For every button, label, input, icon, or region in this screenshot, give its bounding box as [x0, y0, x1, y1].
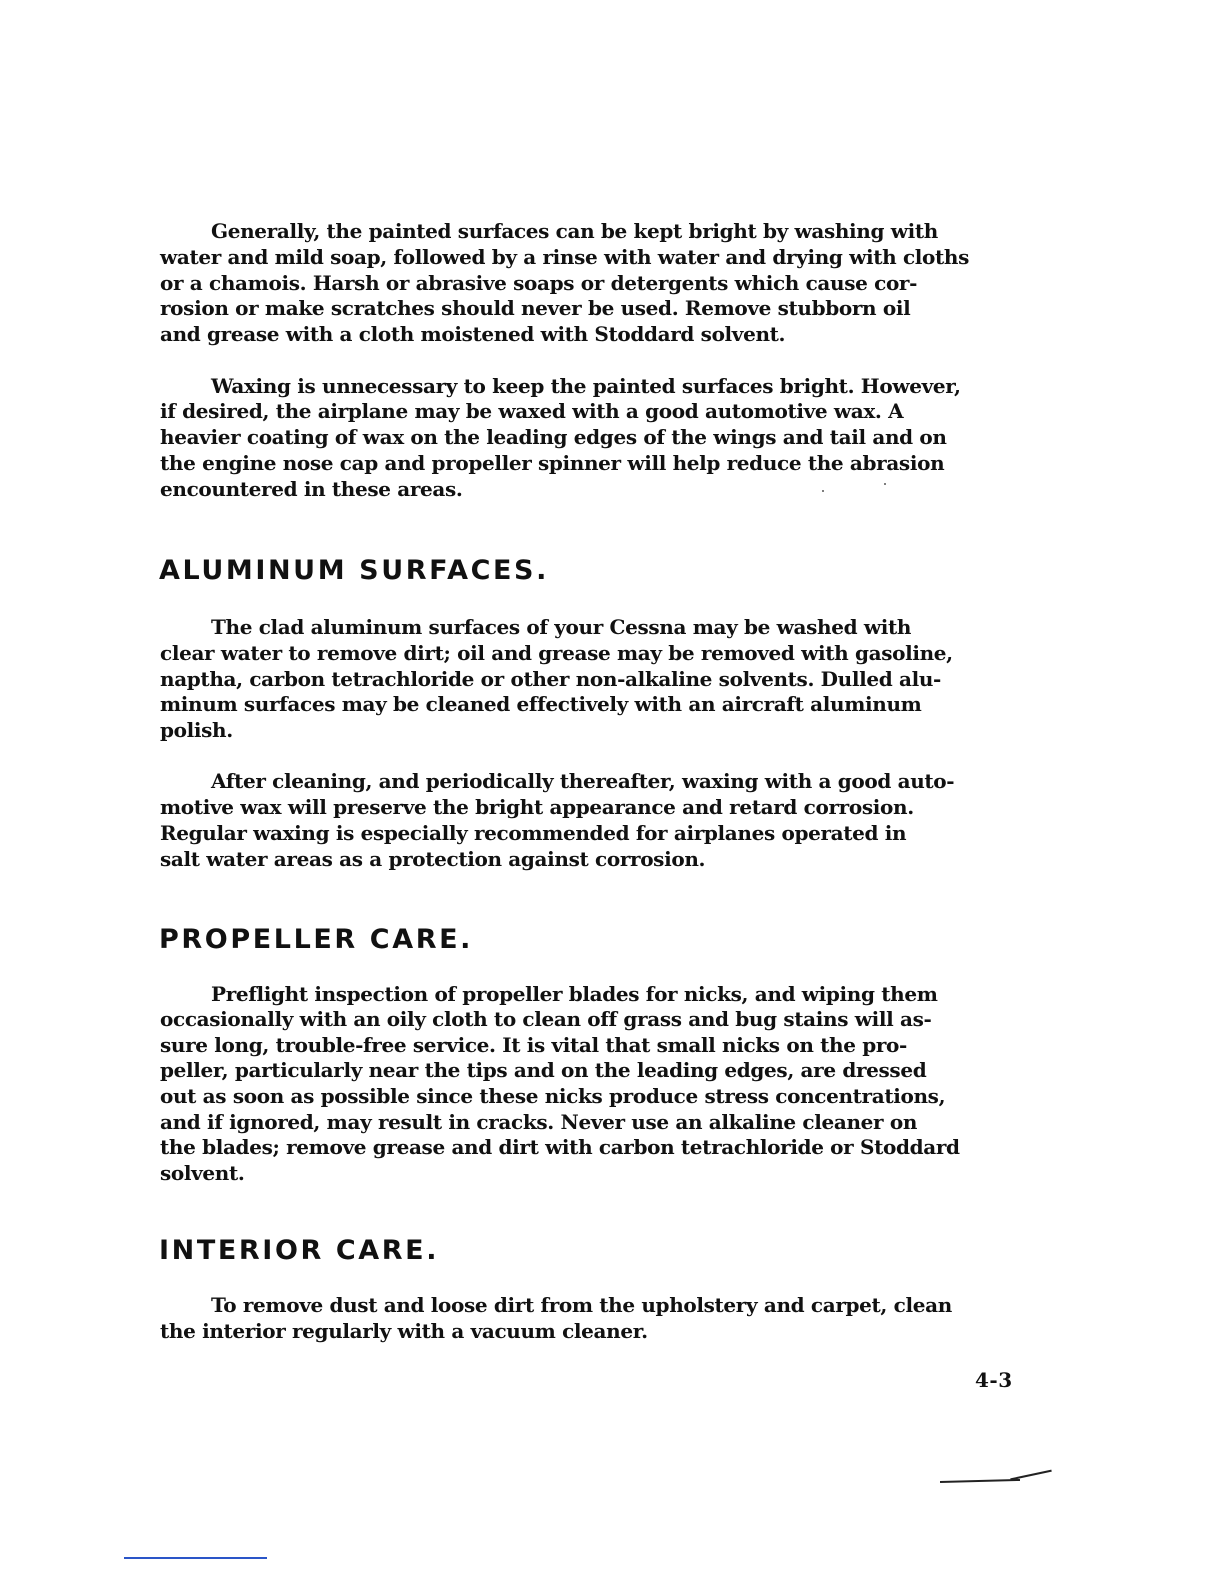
- text-line: heavier coating of wax on the leading edges of the wings and tail and on: [160, 425, 947, 449]
- text-line: naptha, carbon tetrachloride or other non-alkaline solvents. Dulled alu-: [160, 667, 941, 691]
- text-line: rosion or make scratches should never be used. Remove stubborn oil: [160, 296, 911, 320]
- text-line: polish.: [160, 718, 233, 742]
- text-line: and grease with a cloth moistened with Stoddard solvent.: [160, 322, 786, 346]
- text-line: sure long, trouble-free service. It is vital that small nicks on the pro-: [160, 1033, 907, 1057]
- text-line: or a chamois. Harsh or abrasive soaps or detergents which cause cor-: [160, 271, 918, 295]
- text-line: the blades; remove grease and dirt with carbon tetrachloride or Stoddard: [160, 1135, 960, 1159]
- text-line: the interior regularly with a vacuum cleaner.: [160, 1319, 648, 1343]
- text-line: encountered in these areas.: [160, 477, 463, 501]
- text-line: Generally, the painted surfaces can be kept bright by washing with: [211, 219, 938, 243]
- text-line: Waxing is unnecessary to keep the painted surfaces bright. However,: [211, 374, 961, 398]
- text-line: if desired, the airplane may be waxed with a good automotive wax. A: [160, 399, 904, 423]
- scan-mark: [1010, 1470, 1051, 1481]
- text-line: out as soon as possible since these nicks produce stress concentrations,: [160, 1084, 946, 1108]
- text-line: The clad aluminum surfaces of your Cessna may be washed with: [211, 615, 912, 639]
- text-line: the engine nose cap and propeller spinner will help reduce the abrasion: [160, 451, 945, 475]
- text-line: To remove dust and loose dirt from the upholstery and carpet, clean: [211, 1293, 952, 1317]
- scan-edge-line: [124, 1557, 267, 1559]
- scan-speck: [884, 483, 886, 485]
- scan-speck: [822, 490, 824, 492]
- text-line: Preflight inspection of propeller blades for nicks, and wiping them: [211, 982, 938, 1006]
- text-line: After cleaning, and periodically thereafter, waxing with a good auto-: [211, 769, 955, 793]
- text-line: water and mild soap, followed by a rinse with water and drying with cloths: [160, 245, 970, 269]
- text-line: clear water to remove dirt; oil and grease may be removed with gasoline,: [160, 641, 953, 665]
- section-heading-aluminum-surfaces: ALUMINUM SURFACES.: [159, 555, 549, 586]
- text-line: minum surfaces may be cleaned effectively with an aircraft aluminum: [160, 692, 922, 716]
- text-line: salt water areas as a protection against corrosion.: [160, 847, 706, 871]
- section-heading-interior-care: INTERIOR CARE.: [159, 1235, 440, 1266]
- text-line: peller, particularly near the tips and on the leading edges, are dressed: [160, 1058, 927, 1082]
- scan-mark: [940, 1479, 1020, 1483]
- text-line: and if ignored, may result in cracks. Never use an alkaline cleaner on: [160, 1110, 918, 1134]
- section-heading-propeller-care: PROPELLER CARE.: [159, 924, 474, 955]
- text-line: occasionally with an oily cloth to clean off grass and bug stains will as-: [160, 1007, 932, 1031]
- text-line: motive wax will preserve the bright appearance and retard corrosion.: [160, 795, 914, 819]
- text-line: Regular waxing is especially recommended for airplanes operated in: [160, 821, 907, 845]
- text-line: solvent.: [160, 1161, 245, 1185]
- page-number: 4-3: [975, 1368, 1013, 1392]
